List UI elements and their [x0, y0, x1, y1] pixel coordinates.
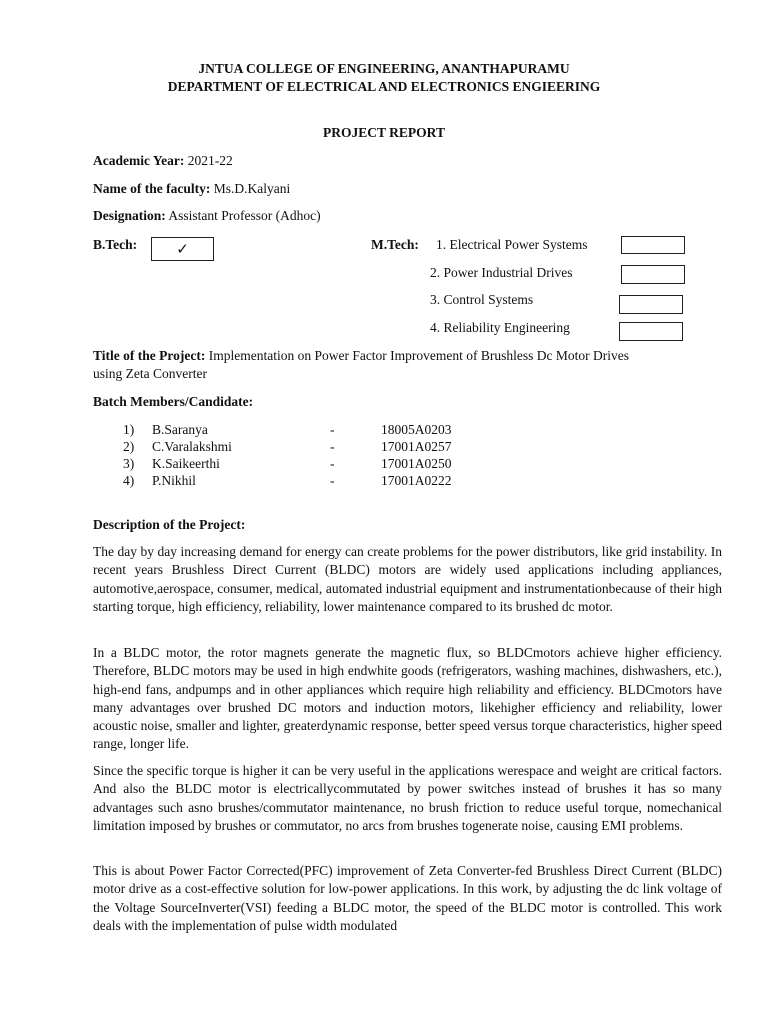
members-heading: Batch Members/Candidate:: [93, 394, 254, 409]
designation-value: Assistant Professor (Adhoc): [168, 208, 321, 223]
report-title: PROJECT REPORT: [323, 125, 445, 140]
description-paragraph: The day by day increasing demand for energy can create problems for the power distributors, like grid instability. In recent years Brushless Direct Current (BLDC) motors are widely used applications including appliances, automotive,aerospace, consumer, medical, automated industrial equipment and instrumentationbecause of their high starting torque, high efficiency, reliability, lower maintenance compared to its brushed dc motor.: [93, 544, 722, 614]
member-name: B.Saranya: [152, 422, 208, 437]
description-paragraph: Since the specific torque is higher it can be very useful in the applications werespace and weight are critical factors. And also the BLDC motor is electricallycommutated by power switches instead of brushes it has so many advantages such asno brushes/commutator maintenance, no brush friction to reduce useful torque, nomechanical limitation imposed by brushes or commutator, no arcs from brushes togenerate noise, causing EMI problems.: [93, 763, 722, 833]
description-paragraph: This is about Power Factor Corrected(PFC) improvement of Zeta Converter-fed Brushless Direct Current (BLDC) motor drive as a cost-effective solution for low-power applications. In this work, by adjusting the dc link voltage of the Voltage SourceInverter(VSI) feeding a BLDC motor, the speed of the BLDC motor is controlled. This work deals with the implementation of pulse width modulated: [93, 863, 722, 933]
faculty-value: Ms.D.Kalyani: [213, 181, 291, 196]
member-dash: -: [330, 439, 335, 454]
member-name: P.Nikhil: [152, 473, 196, 488]
mtech-option-3: 3. Control Systems: [430, 292, 534, 307]
btech-label: B.Tech:: [93, 237, 138, 252]
mtech-option-4: 4. Reliability Engineering: [430, 320, 570, 335]
member-name: C.Varalakshmi: [152, 439, 232, 454]
member-dash: -: [330, 422, 335, 437]
academic-year-row: [93, 152, 233, 170]
member-name: K.Saikeerthi: [152, 456, 220, 471]
academic-year-label: Academic Year:: [93, 153, 185, 168]
department-name: DEPARTMENT OF ELECTRICAL AND ELECTRONICS ENGIEERING: [167, 79, 601, 94]
description-paragraph: In a BLDC motor, the rotor magnets generate the magnetic flux, so BLDCmotors achieve higher efficiency. Therefore, BLDC motors may be used in high endwhite goods (refrigerators, washing machines, dishwashers, etc.), high-end fans, andpumps and in other appliances which require high reliability and efficiency. BLDCmotors have many advantages over brushed DC motors and induction motors, likehigher efficiency and reliability, lower acoustic noise, smaller and lighter, greaterdynamic response, better speed versus torque characteristics, higher speed range, longer life.: [93, 645, 722, 752]
academic-year-value: 2021-22: [187, 153, 233, 168]
mtech-checkbox-4[interactable]: [619, 322, 683, 341]
mtech-checkbox-2[interactable]: [621, 265, 685, 284]
mtech-option-1: 1. Electrical Power Systems: [436, 237, 588, 252]
faculty-row: [93, 180, 290, 198]
member-id: 17001A0250: [381, 456, 452, 471]
btech-checkbox[interactable]: [151, 237, 214, 261]
project-title-label: Title of the Project:: [93, 348, 206, 363]
member-id: 17001A0222: [381, 473, 452, 488]
member-id: 17001A0257: [381, 439, 452, 454]
member-num: 3): [123, 456, 135, 471]
member-id: 18005A0203: [381, 422, 452, 437]
mtech-label: M.Tech:: [371, 237, 419, 252]
checkmark-icon: ✓: [176, 240, 189, 258]
mtech-option-2: 2. Power Industrial Drives: [430, 265, 573, 280]
designation-label: Designation:: [93, 208, 166, 223]
member-dash: -: [330, 473, 335, 488]
designation-row: [93, 207, 321, 225]
description-heading: Description of the Project:: [93, 517, 246, 532]
mtech-checkbox-1[interactable]: [621, 236, 685, 254]
mtech-checkbox-3[interactable]: [619, 295, 683, 314]
member-num: 1): [123, 422, 135, 437]
member-dash: -: [330, 456, 335, 471]
project-title-line-2: using Zeta Converter: [93, 366, 207, 381]
project-title-text: Implementation on Power Factor Improvement of Brushless Dc Motor Drives: [208, 348, 630, 363]
faculty-label: Name of the faculty:: [93, 181, 211, 196]
member-num: 4): [123, 473, 135, 488]
college-name: JNTUA COLLEGE OF ENGINEERING, ANANTHAPURAMU: [198, 61, 570, 76]
project-title-line-1: [93, 347, 629, 365]
member-num: 2): [123, 439, 135, 454]
